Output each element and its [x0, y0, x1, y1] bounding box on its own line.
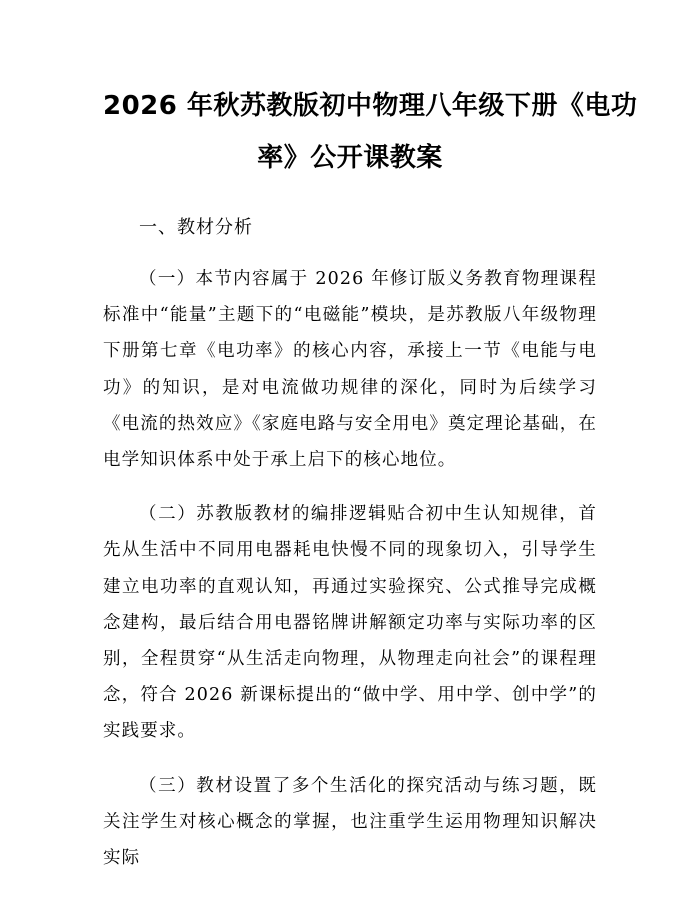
- section-heading-textbook-analysis: 一、教材分析: [139, 217, 253, 238]
- paragraph-1: （一）本节内容属于 2026 年修订版义务教育物理课程标准中“能量”主题下的“电磁能”模块，是苏教版八年级物理下册第七章《电功率》的核心内容，承接上一节《电能与电功》的知识，是对电流做功规律的深化，同时为后续学习《电流的热效应》《家庭电路与安全用电》奠定理论基础，在电学知识体系中处于承上启下的核心地位。: [103, 269, 597, 471]
- paragraph-2: （二）苏教版教材的编排逻辑贴合初中生认知规律，首先从生活中不同用电器耗电快慢不同的现象切入，引导学生建立电功率的直观认知，再通过实验探究、公式推导完成概念建构，最后结合用电器铭牌讲解额定功率与实际功率的区别，全程贯穿“从生活走向物理，从物理走向社会”的课程理念，符合 2026 新课标提出的“做中学、用中学、创中学”的实践要求。: [103, 504, 597, 742]
- document-title: [103, 80, 638, 184]
- document-title-line-2: 率》公开课教案: [257, 143, 443, 173]
- paragraph-3: （三）教材设置了多个生活化的探究活动与练习题，既关注学生对核心概念的掌握，也注重学生运用物理知识解决实际: [103, 775, 597, 869]
- document-title-line-1: 2026 年秋苏教版初中物理八年级下册《电功: [103, 91, 638, 121]
